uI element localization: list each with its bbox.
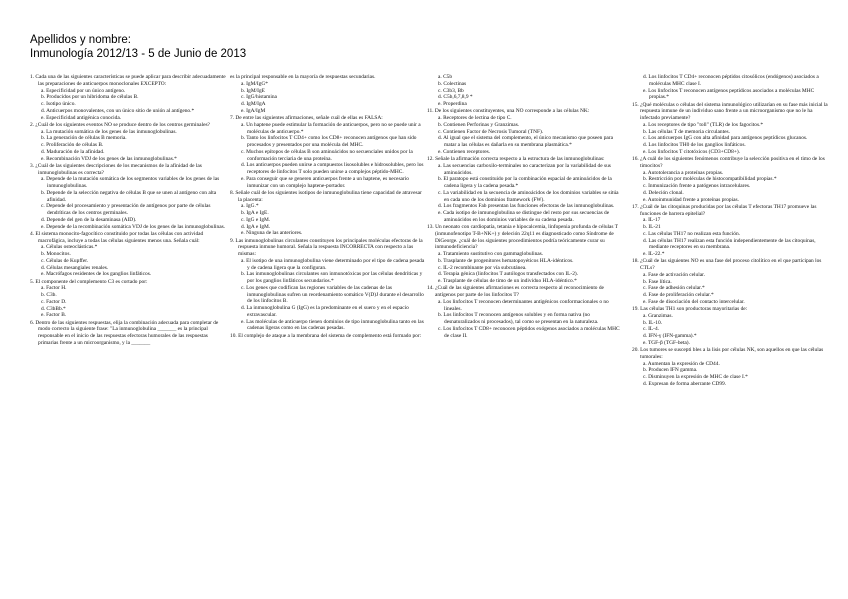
question-number: 6. xyxy=(30,319,35,326)
question-text xyxy=(632,156,828,170)
question-number: 14. xyxy=(427,285,434,292)
answer-option: d. IgM/IgA xyxy=(241,101,266,107)
question-stem: El complejo de ataque a la membrana del sistema de complemento está formado por: xyxy=(238,332,422,339)
answer-option: d. Expresan de forma aberrante CD99. xyxy=(643,380,727,387)
question-text xyxy=(230,190,426,204)
answer-options xyxy=(427,115,623,156)
question-text xyxy=(632,347,828,361)
answer-option: c. Disminuyen la expresión de MHC de clase I.* xyxy=(643,374,748,380)
answer-option: a. IgM/IgG* xyxy=(241,80,268,87)
answer-option: b. Depende de la selección negativa de células B que se unen al antígeno con alta afinidad. xyxy=(41,189,217,203)
question-text xyxy=(632,102,828,122)
question-stem: De los siguientes constituyentes, una NO corresponde a las células NK: xyxy=(434,108,590,115)
answer-options xyxy=(230,203,426,237)
question-stem: El sistema monocito-fagocítico constituido por todas las células con actividad macrofágica, incluye a todas las células siguientes menos una. Señala cuál: xyxy=(35,230,204,244)
question-stem: Un neonato con cardiopatía, tetania e hipocalcemia, linfopenia profunda de células T (inmunofenotipo T-B+NK+) y deleción 22q11 es diagnosticado como Síndrome de DiGeorge. ¿cuál de los siguientes procedimientos podría teóricamente curar su inmunodeficiencia? xyxy=(435,224,618,251)
answer-option: b. Contienen Perforinas y Granzimas. xyxy=(438,121,520,128)
question-number: 1. xyxy=(30,74,35,80)
answer-option: e. Contienen receptores. xyxy=(438,148,491,155)
answer-option: e. Ninguna de las anteriores. xyxy=(241,230,303,237)
question-block xyxy=(30,320,226,347)
answer-option: c. IL-4. xyxy=(643,326,660,333)
question-number: 13. xyxy=(427,224,434,230)
answer-option: a. Tratamiento sustitutivo con gammaglobulinas. xyxy=(438,251,544,257)
question-text xyxy=(427,224,623,251)
question-number: 19. xyxy=(632,306,639,312)
answer-option: e. IL-22.* xyxy=(643,251,665,257)
answer-option: e. Los linfocitos T citotóxicos (CD3+CD8+). xyxy=(643,148,741,155)
answer-option: b. Los linfocitos T reconocen antígenos solubles y en forma nativa (no desnaturalizados ni procesados), tal como se presentan en la naturaleza. xyxy=(438,312,599,325)
answer-options xyxy=(632,74,828,101)
question-text xyxy=(632,306,828,313)
question-text xyxy=(427,108,623,115)
answer-option: c. IgG/histamina xyxy=(241,94,277,101)
answer-option: d. Fase de proliferación celular.* xyxy=(643,292,714,298)
answer-option: c. Las células TH17 no realizan esta función. xyxy=(643,230,741,237)
answer-option: c. Factor D. xyxy=(41,298,67,305)
answer-options xyxy=(30,176,226,230)
answer-option: d. Los fragmentos Fab presentan las funciones efectoras de las inmunoglobulinas. xyxy=(438,203,615,210)
answer-option: d. Las células TH17 realizan esta función independientemente de las citoquinas, mediante receptores en su membrana. xyxy=(643,237,816,251)
answer-options xyxy=(632,272,828,306)
answer-option: a. Aumentan la expresión de CD44. xyxy=(643,360,720,367)
question-stem: ¿Cuál de los siguientes eventos NO se produce dentro de los centros germinales? xyxy=(35,121,210,128)
answer-option: c. Los genes que codifican las regiones variables de las cadenas de las inmunoglobulinas sufren un reordenamiento somático V(D)J durante el desarrollo de los linfocitos B. xyxy=(241,284,424,305)
answer-option: a. Especificidad por un único antígeno. xyxy=(41,87,126,94)
answer-options xyxy=(30,244,226,278)
answer-option: e. Autoinmunidad frente a proteínas propias. xyxy=(643,196,739,203)
question-block xyxy=(30,74,226,121)
question-text xyxy=(30,163,226,177)
answer-option: a. Granzimas. xyxy=(643,312,673,319)
answer-option: e. Fase de disociación del contacto intercelular. xyxy=(643,298,745,305)
answer-option: b. Fase lítica. xyxy=(643,278,672,285)
answer-option: d. Los anticuerpos pueden unirse a compuestos lisosolubles e hidrosolubles, pero los receptores de linfocitos T solo pueden unirse a complejos péptido-MHC. xyxy=(241,162,424,175)
answer-option: b. C3b. xyxy=(41,292,57,298)
question-text xyxy=(30,122,226,129)
answer-option: c. Isotipo único. xyxy=(41,101,76,107)
question-number: 2. xyxy=(30,121,35,128)
answer-option: d. Maduración de la afinidad. xyxy=(41,148,105,155)
question-stem: ¿Cuál de las citoquinas producidas por las células T efectoras TH17 promueve las funciones de barrera epitelial? xyxy=(640,203,817,217)
answer-option: a. Células osteoclásticas.* xyxy=(41,244,98,251)
course-date-line: Inmunología 2012/13 - 5 de Junio de 2013 xyxy=(30,48,247,60)
answer-option: a. IgG.* xyxy=(241,203,259,210)
answer-options xyxy=(632,170,828,204)
answer-option: a. IL-17 xyxy=(643,217,661,224)
answer-option: e. Depende de la recombinación somática VDJ de los genes de las inmunoglobulinas. xyxy=(41,223,226,230)
answer-option: b. Producen IFN gamma. xyxy=(643,367,698,374)
question-stem: ¿Qué moléculas o células del sistema inmunológico utilizarían en su fase más inicial la respuesta inmune de un individuo sano frente a un microorganismo que no le ha infectado previamente? xyxy=(640,101,828,121)
answer-option: e. Trasplante de células de timo de un individuo HLA-idéntico.* xyxy=(438,278,577,284)
question-block xyxy=(230,74,426,115)
question-column-1 xyxy=(30,74,226,347)
answer-option: c. Inmunización frente a patógenos intracelulares. xyxy=(643,183,751,189)
answer-option: c. Contienen Factor de Necrosis Tumoral (TNF). xyxy=(438,128,544,135)
answer-option: a. C5b xyxy=(438,74,453,80)
answer-options xyxy=(230,258,426,332)
question-block xyxy=(632,204,828,258)
answer-option: d. Células mesangiales renales. xyxy=(41,264,109,271)
answer-option: e. Recombinación VDJ de los genes de las inmunoglobulinas.* xyxy=(41,155,177,162)
question-number: 10. xyxy=(230,332,237,339)
question-text xyxy=(632,258,828,272)
question-stem: Las células TH1 son productoras mayoritarias de: xyxy=(640,306,748,312)
question-stem: Dentro de las siguientes respuestas, elija la combinación adecuada para completar de modo correcto la siguiente frase: "La inmunoglobulina _______ es la principal responsable en el inicio de las respuestas efectoras humorales de las respuestas primarias frente a un microorganismo, y la _______ xyxy=(35,319,219,346)
answer-option: a. Los receptores de tipo "toll" (TLR) de los fagocitos.* xyxy=(643,121,764,128)
question-block xyxy=(427,156,623,224)
answer-option: e. Las moléculas de anticuerpo tienen dominios de tipo inmunoglobulina tanto en las cadenas ligeras como en las cadenas pesadas. xyxy=(241,318,424,332)
answer-option: e. TGF-β (TGF-beta). xyxy=(643,339,690,346)
answer-option: c. Fase de adhesión celular.* xyxy=(643,285,705,292)
question-stem: ¿Cuál de las siguientes NO es una fase del proceso citolítico en el que participan los CTLs? xyxy=(640,258,822,271)
question-number: 17. xyxy=(632,203,639,210)
answer-option: c. IL-2 recombinante por vía subcutánea. xyxy=(438,264,527,271)
answer-option: d. IgA e IgM. xyxy=(241,223,271,230)
answer-option: d. Los linfocitos TH0 de los ganglios linfáticos. xyxy=(643,142,746,148)
answer-option: d. IFN-γ (IFN-gamma).* xyxy=(643,333,697,339)
answer-option: c. IgG e IgM. xyxy=(241,216,271,223)
question-stem: Las inmunoglobulinas circulantes constituyen los principales moléculas efectoras de la respuesta inmune humoral. Señala la respuesta INCORRECTA con respecto a las mismas: xyxy=(235,237,423,257)
question-block xyxy=(427,74,623,108)
question-stem: De entre las siguientes afirmaciones, señale cuál de ellas es FALSA: xyxy=(235,115,383,121)
answer-option: d. Anticuerpos monovalentes, con un único sitio de unión al antígeno.* xyxy=(41,107,195,114)
name-field-label: Apellidos y nombre: xyxy=(30,34,131,46)
answer-options xyxy=(427,163,623,224)
question-block xyxy=(230,238,426,333)
question-number: 20. xyxy=(632,347,639,353)
question-text xyxy=(30,320,226,347)
answer-option: a. Un haptene puede estimular la formación de anticuerpos, pero no se puede unir a moléculas de anticuerpo.* xyxy=(241,121,421,135)
question-text xyxy=(230,238,426,258)
question-block xyxy=(30,122,226,163)
answer-option: b. IgA e IgE. xyxy=(241,210,269,216)
question-number: 12. xyxy=(427,156,434,162)
answer-option: d. Depende del gen de la desaminasa (AID). xyxy=(41,216,137,223)
answer-options xyxy=(632,217,828,258)
question-block xyxy=(632,347,828,388)
answer-options xyxy=(632,313,828,347)
answer-option: c. Proliferación de células B. xyxy=(41,142,104,148)
question-number: 8. xyxy=(230,189,235,196)
answer-option: c. La variabilidad en la secuencia de aminoácidos de los dominios variables se sitúa en cada uno de los dominios framework (FW). xyxy=(438,189,619,203)
answer-option: b. Las inmunoglobulinas circulantes son inmunotóxicas por las células dendríticas y por los ganglios linfáticos secundarios.* xyxy=(241,271,423,284)
question-stem: ¿A cuál de los siguientes fenómenos contribuye la selección positiva en el timo de los timocitos? xyxy=(640,156,825,169)
answer-option: a. Los linfocitos T reconocen determinantes antigénicos conformacionales o no lineales. xyxy=(438,298,609,312)
answer-option: e. Properdina xyxy=(438,101,467,107)
answer-option: d. Al igual que el sistema del complemento, el único mecanismo que poseen para matar a las células es dañarla en su membrana plasmática.* xyxy=(438,135,613,148)
answer-option: c. Células de Kupffer. xyxy=(41,257,89,264)
question-column-2 xyxy=(230,74,426,340)
question-block xyxy=(632,156,828,203)
answer-option: e. IgA/IgM xyxy=(241,107,266,114)
question-block xyxy=(30,231,226,278)
answer-option: b. La generación de células B memoria. xyxy=(41,135,127,142)
question-block xyxy=(632,102,828,156)
question-block xyxy=(427,108,623,155)
question-block xyxy=(230,333,426,340)
question-text xyxy=(230,74,426,81)
answer-option: e. Para conseguir que se generen anticuerpos frente a un haptene, es necesario inmunizar con un complejo haptene-portador. xyxy=(241,175,409,189)
answer-option: e. Factor B. xyxy=(41,312,67,319)
answer-option: c. C3b3, Bb xyxy=(438,87,464,94)
question-stem: Cada una de las siguientes características se puede aplicar para describir adecuadamente las preparaciones de anticuerpos monoclonales EXCEPTO: xyxy=(35,74,226,87)
question-block xyxy=(632,258,828,305)
question-column-4 xyxy=(632,74,828,388)
answer-option: d. C3bBb.* xyxy=(41,305,66,312)
question-stem: es la principal responsable en la mayoría de respuestas secundarias. xyxy=(230,74,376,80)
answer-options xyxy=(30,285,226,319)
question-stem: Señale la afirmación correcta respecto a la estructura de las inmunoglobulinas: xyxy=(435,156,605,162)
question-block xyxy=(230,115,426,189)
answer-option: a. Depende de la mutación somática de los segmentos variables de los genes de las inmunoglobulinas. xyxy=(41,176,220,189)
question-block xyxy=(632,306,828,347)
question-stem: ¿Cuál de las siguientes afirmaciones es correcta respecto al reconocimiento de antígenos por parte de los linfocitos T? xyxy=(435,285,604,298)
question-stem: Señale cuál de los siguientes isotipos de inmunoglobulina tiene capacidad de atravesar la placenta: xyxy=(235,189,422,203)
answer-option: a. Receptores de lectina de tipo C. xyxy=(438,115,512,121)
answer-option: b. Producidos por un hibridoma de células B. xyxy=(41,94,139,101)
answer-option: a. El isotipo de una inmunoglobulina viene determinado por el tipo de cadena pesada y de cadena ligera que la configuran. xyxy=(241,257,425,271)
answer-option: e. Especificidad antigénica conocida. xyxy=(41,114,122,121)
answer-options xyxy=(427,251,623,285)
question-block xyxy=(30,163,226,231)
question-block xyxy=(427,285,623,339)
answer-option: b. Monocitos. xyxy=(41,251,71,257)
answer-option: b. Las células T de memoria circulantes. xyxy=(643,128,730,135)
answer-option: b. Trasplante de progenitores hematopoyéticos HLA-idénticos. xyxy=(438,257,574,264)
answer-option: b. Colectinas xyxy=(438,80,467,87)
question-block xyxy=(632,74,828,101)
answer-option: c. Los anticuerpos IgG con alta afinidad para antígenos peptídicos glucanos. xyxy=(643,135,808,142)
question-text xyxy=(30,74,226,88)
question-number: 9. xyxy=(230,237,235,244)
question-number: 4. xyxy=(30,230,35,237)
answer-options xyxy=(632,122,828,156)
answer-option: b. IgM/IgE xyxy=(241,87,265,94)
answer-option: d. Terapia génica (linfocitos T autólogos transfectados con IL-2). xyxy=(438,271,579,278)
answer-options xyxy=(30,129,226,163)
answer-option: a. Factor H. xyxy=(41,285,67,292)
answer-options xyxy=(427,74,623,108)
question-columns xyxy=(0,74,848,599)
answer-options xyxy=(230,122,426,190)
question-number: 7. xyxy=(230,115,235,121)
answer-option: b. El paratopo está constituido por la combinación espacial de aminoácidos de la cadena ligera y la cadena pesada.* xyxy=(438,176,612,189)
question-stem: Los tumores se suscepti bles a la lisis por células NK, son aquellos en que las células tumorales: xyxy=(640,347,824,360)
answer-option: b. Tanto los linfocitos T CD4+ como los CD8+ reconocen antígenos que han sido procesados y presentados por una molécula del MHC. xyxy=(241,135,417,148)
question-number: 5. xyxy=(30,278,35,285)
answer-option: e. Cada isotipo de inmunoglobulina se distingue del resto por sus secuencias de aminoácidos en los dominios variables de su cadena pesada. xyxy=(438,210,610,223)
question-text xyxy=(230,115,426,122)
answer-option: c. Depende del procesamiento y presentación de antígenos por parte de células dendríticas de los centros germinales. xyxy=(41,203,211,216)
answer-option: e. Macrófagos residentes de los ganglios linfáticos. xyxy=(41,271,152,278)
answer-options xyxy=(632,361,828,388)
question-number: 3. xyxy=(30,162,35,169)
question-text xyxy=(632,204,828,218)
question-block xyxy=(230,190,426,237)
question-text xyxy=(427,156,623,163)
answer-option: d. C5b,6,7,8,9 * xyxy=(438,94,473,101)
question-number: 11. xyxy=(427,108,434,115)
answer-option: a. Las secuencias carboxilo-terminales no caracterizan por la variabilidad de sus aminoácidos. xyxy=(438,162,611,176)
question-column-3 xyxy=(427,74,623,340)
answer-option: c. Muchos epítopos de células B son aminoácidos no secuenciales unidos por la conformación terciaria de una proteína. xyxy=(241,148,413,162)
answer-option: e. Los linfocitos T reconocen antígenos peptídicos asociados a moléculas MHC propias.* xyxy=(643,87,815,101)
answer-option: a. Fase de activación celular. xyxy=(643,271,705,278)
question-number: 16. xyxy=(632,156,639,162)
answer-options xyxy=(30,88,226,122)
answer-options xyxy=(230,81,426,115)
answer-option: a. La mutación somática de los genes de las inmunoglobulinas. xyxy=(41,128,177,135)
answer-option: d. Los linfocitos T CD4+ reconocen péptidos citosólicos (endógenos) asociados a moléculas MHC clase I. xyxy=(643,74,819,87)
question-text xyxy=(230,333,426,340)
answer-options xyxy=(427,299,623,340)
question-text xyxy=(30,231,226,245)
question-text xyxy=(427,285,623,299)
question-number: 18. xyxy=(632,258,639,265)
answer-option: a. Autotolerancia a proteínas propias. xyxy=(643,169,724,176)
exam-header xyxy=(30,33,246,61)
question-stem: ¿Cuál de las siguientes descripciones de los mecanismos de la afinidad de las inmunoglobulinas es correcta? xyxy=(35,162,202,176)
answer-option: c. Los linfocitos T CD8+ reconocen péptidos exógenos asociados a moléculas MHC de clase II. xyxy=(438,325,620,339)
question-number: 15. xyxy=(632,101,639,108)
answer-option: d. La inmunoglobulina G (IgG) es la predominante en el suero y en el espacio extravascular. xyxy=(241,305,409,318)
question-stem: El componente del complemento C3 es cortado por: xyxy=(35,278,148,285)
question-text xyxy=(30,279,226,286)
answer-option: b. IL-21 xyxy=(643,224,661,230)
question-block xyxy=(30,279,226,320)
question-block xyxy=(427,224,623,285)
answer-option: b. Restricción por moléculas de histocompatibilidad propias.* xyxy=(643,176,777,183)
answer-option: d. Deleción clonal. xyxy=(643,189,684,196)
answer-option: b. IL-10. xyxy=(643,319,663,326)
